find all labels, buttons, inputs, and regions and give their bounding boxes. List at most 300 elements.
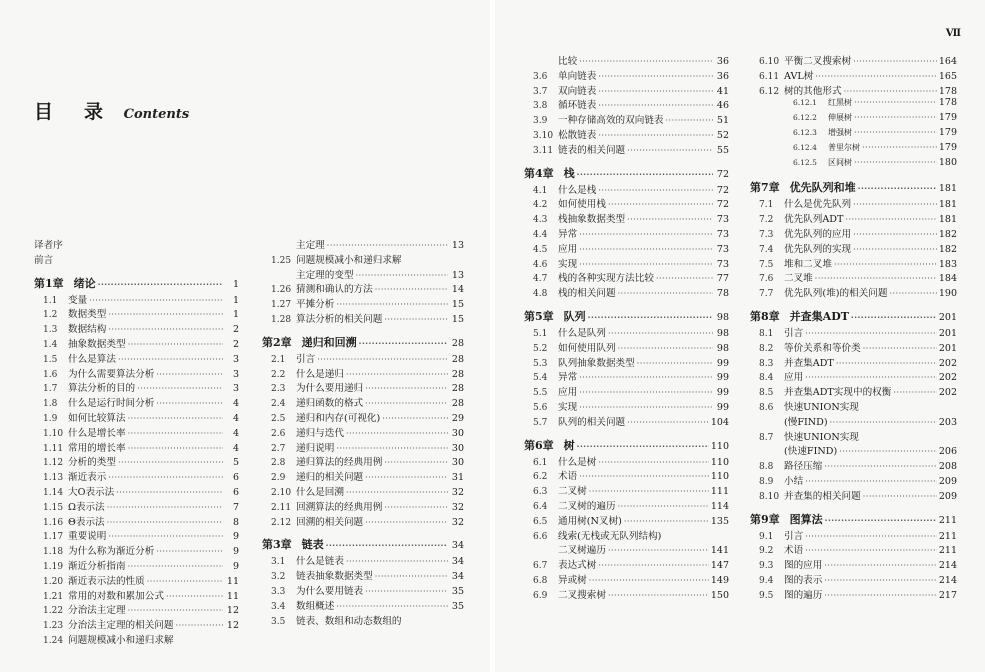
toc-entry-number: 6.12.3	[793, 127, 817, 137]
toc-entry-number: 6.10	[759, 57, 780, 67]
toc-entry-number: 7.1	[759, 200, 774, 211]
toc-entry	[750, 399, 957, 414]
toc-entry-number: 2.11	[271, 502, 292, 513]
dot-leader	[147, 576, 223, 587]
toc-entry	[34, 602, 239, 617]
dot-leader	[889, 288, 936, 299]
dot-leader	[893, 387, 936, 398]
toc-entry-number: 3.3	[271, 586, 286, 597]
toc-entry-page: 3	[232, 368, 239, 380]
toc-entry-title: 什么是算法	[68, 353, 116, 365]
toc-entry	[524, 196, 729, 211]
toc-entry-number: 1.22	[43, 606, 64, 617]
toc-entry-title: 算法分析的目的	[68, 383, 136, 395]
toc-entry-page: 180	[938, 156, 957, 168]
toc-entry	[750, 528, 957, 543]
toc-entry-page: 211	[938, 545, 957, 557]
toc-chapter-heading	[34, 275, 239, 292]
dot-leader	[176, 620, 223, 631]
toc-entry	[34, 499, 239, 514]
toc-entry-page: 1	[232, 278, 239, 290]
toc-entry-number: 2.10	[271, 487, 292, 498]
toc-entry-number: 6.11	[759, 71, 780, 82]
toc-entry	[262, 514, 464, 529]
toc-entry-title: 递归和回溯	[301, 335, 357, 349]
toc-entry-number: 6.7	[533, 561, 548, 572]
toc-entry	[262, 267, 464, 282]
toc-entry	[524, 454, 729, 469]
toc-entry-page: 179	[938, 141, 957, 153]
toc-entry	[34, 366, 239, 381]
dot-leader	[598, 71, 713, 82]
toc-entry-number: 9.3	[759, 561, 774, 572]
toc-chapter-heading	[750, 179, 957, 196]
dot-leader	[863, 491, 937, 502]
dot-leader	[598, 130, 713, 141]
toc-entry-number: 6.3	[533, 487, 548, 498]
toc-entry	[524, 384, 729, 399]
toc-entry-page: 182	[938, 243, 957, 255]
toc-entry-number: 7.2	[759, 215, 774, 226]
dot-leader	[346, 369, 448, 380]
dot-leader	[589, 486, 709, 497]
toc-entry	[750, 196, 957, 211]
dot-leader	[836, 358, 937, 369]
dot-leader	[118, 457, 223, 468]
toc-entry-title: 增强树	[828, 127, 852, 137]
toc-entry-page: 202	[938, 357, 957, 369]
toc-entry-number: 4.5	[533, 244, 548, 255]
dot-leader	[365, 398, 448, 409]
dot-leader	[844, 86, 937, 97]
toc-entry	[262, 553, 464, 568]
dot-leader	[365, 472, 448, 483]
dot-leader	[346, 487, 448, 498]
toc-entry-title: 区间树	[828, 157, 852, 167]
toc-entry	[524, 226, 729, 241]
toc-entry-title: 如何使用队列	[558, 342, 616, 354]
toc-entry-title: 并查集ADT实现中的权衡	[784, 387, 892, 399]
dot-leader	[107, 517, 223, 528]
toc-entry-number: 2.8	[271, 458, 286, 469]
toc-entry-number: 3.7	[533, 86, 548, 97]
toc-entry-number: 3.5	[271, 616, 286, 627]
toc-entry-number: 第6章	[524, 438, 554, 452]
toc-entry-page: 203	[938, 416, 957, 428]
toc-entry	[524, 241, 729, 256]
toc-entry-number: 9.2	[759, 546, 774, 557]
toc-entry-page: 7	[232, 501, 239, 513]
toc-entry-number: 8.10	[759, 491, 780, 502]
toc-entry-title: 等价关系和等价类	[784, 342, 861, 354]
toc-entry-number: 2.3	[271, 384, 286, 395]
toc-entry-number: 1.17	[43, 532, 64, 543]
toc-entry-title: 二叉树的遍历	[558, 500, 616, 512]
dot-leader	[156, 398, 223, 409]
toc-entry-number: 1.1	[43, 295, 58, 306]
toc-entry-page: 35	[451, 600, 464, 612]
toc-entry-title: 优先队列ADT	[784, 214, 844, 226]
dot-leader	[608, 328, 713, 339]
toc-entry	[750, 157, 957, 172]
dot-leader	[579, 387, 713, 398]
toc-entry-number: 3.9	[533, 116, 548, 127]
toc-entry	[262, 583, 464, 598]
toc-entry-page: 77	[716, 273, 729, 285]
toc-entry-title: 引言	[784, 530, 804, 542]
toc-entry	[524, 572, 729, 587]
toc-entry	[524, 369, 729, 384]
toc-entry-number: 5.6	[533, 402, 548, 413]
toc-entry-number: 3.11	[533, 145, 554, 156]
toc-entry-number: 4.4	[533, 229, 548, 240]
dot-leader	[108, 531, 223, 542]
dot-leader	[128, 561, 223, 572]
toc-title-en: Contents	[123, 107, 190, 122]
toc-entry-number: 5.2	[533, 343, 548, 354]
dot-leader	[824, 590, 936, 601]
toc-entry-page: 6	[232, 486, 239, 498]
toc-entry-number: 1.19	[43, 561, 64, 572]
toc-entry-number: 5.4	[533, 373, 548, 384]
toc-entry-number: 9.1	[759, 531, 774, 542]
toc-entry-title: 常用的对数和累加公式	[68, 590, 164, 602]
toc-entry-page: 34	[451, 556, 464, 568]
toc-chapter-heading	[750, 511, 957, 528]
dot-leader	[824, 461, 936, 472]
toc-entry-number: 3.1	[271, 557, 286, 568]
toc-entry-page: 11	[226, 575, 239, 587]
toc-entry-title: 主定理	[296, 240, 325, 251]
toc-entry-page: 110	[710, 471, 729, 483]
toc-entry-page: 9	[232, 531, 239, 543]
toc-entry-title: 常用的增长率	[68, 442, 126, 454]
toc-entry	[524, 587, 729, 602]
toc-entry	[34, 336, 239, 351]
toc-entry-page: 135	[710, 515, 729, 527]
toc-entry-page: 13	[451, 269, 464, 281]
toc-entry-page: 98	[716, 311, 729, 323]
toc-entry-number: 2.5	[271, 413, 286, 424]
toc-entry	[262, 499, 464, 514]
toc-entry	[34, 380, 239, 395]
dot-leader	[98, 277, 223, 290]
toc-entry-page: 178	[938, 97, 957, 109]
toc-entry-title: 链表抽象数据类型	[296, 571, 373, 583]
toc-entry-title: 队列的相关问题	[558, 416, 626, 428]
dot-leader	[845, 214, 936, 225]
dot-leader	[384, 457, 448, 468]
toc-entry-title: 图的遍历	[784, 589, 823, 601]
toc-entry-page: 202	[938, 372, 957, 384]
dot-leader	[854, 112, 937, 123]
toc-entry-title: 并查集ADT	[784, 357, 834, 369]
toc-entry-number: 第8章	[750, 309, 780, 323]
toc-entry-title: 译者序	[34, 240, 63, 251]
toc-entry-page: 99	[716, 401, 729, 413]
toc-entry-number: 第9章	[750, 512, 780, 526]
toc-entry-title: 递归函数的格式	[296, 398, 364, 410]
toc-chapter-heading	[524, 437, 729, 454]
toc-entry	[750, 142, 957, 157]
toc-entry-number: 1.20	[43, 576, 64, 587]
toc-entry	[34, 321, 239, 336]
toc-entry-page: 98	[716, 342, 729, 354]
toc-entry-number: 8.5	[759, 388, 774, 399]
toc-entry-title: 异或树	[558, 574, 587, 586]
toc-entry-title: 栈抽象数据类型	[558, 214, 626, 226]
toc-entry-page: 4	[232, 427, 239, 439]
toc-entry-title: 大O表示法	[68, 486, 115, 498]
toc-entry	[524, 399, 729, 414]
dot-leader	[608, 545, 709, 556]
toc-entry	[750, 211, 957, 226]
toc-entry-number: 7.7	[759, 289, 774, 300]
dot-leader	[598, 457, 708, 468]
toc-entry	[524, 340, 729, 355]
toc-entry-page: 99	[716, 357, 729, 369]
toc-entry	[262, 296, 464, 311]
toc-entry	[34, 237, 239, 252]
toc-entry	[750, 325, 957, 340]
dot-leader	[336, 443, 448, 454]
toc-entry-page: 1	[232, 309, 239, 321]
toc-entry-title: 什么是链表	[296, 556, 344, 568]
dot-leader	[375, 571, 448, 582]
toc-entry-page: 9	[232, 546, 239, 558]
toc-entry-page: 34	[451, 540, 464, 552]
toc-entry-page: 209	[938, 490, 957, 502]
toc-entry-number: 7.6	[759, 274, 774, 285]
toc-entry-page: 9	[232, 560, 239, 572]
toc-entry-page: 211	[938, 530, 957, 542]
toc-entry	[524, 182, 729, 197]
toc-entry-page: 181	[938, 214, 957, 226]
toc-entry	[524, 468, 729, 483]
toc-entry	[262, 469, 464, 484]
toc-entry-page: 165	[938, 70, 957, 82]
toc-entry-page: 73	[716, 258, 729, 270]
toc-entry-title: 递归和内存(可视化)	[296, 412, 381, 424]
toc-entry	[262, 380, 464, 395]
toc-entry-number: 第1章	[34, 276, 64, 290]
toc-entry	[750, 127, 957, 142]
toc-entry-title: 为什么要用递归	[296, 383, 364, 395]
toc-entry-number: 8.2	[759, 343, 774, 354]
toc-entry-title: Ω表示法	[68, 501, 105, 513]
toc-entry	[34, 632, 239, 647]
toc-entry-page: 3	[232, 383, 239, 395]
toc-entry-title: 应用	[558, 243, 578, 255]
dot-leader	[627, 417, 709, 428]
dot-leader	[356, 270, 448, 281]
toc-entry-title: 平衡二叉搜索树	[784, 56, 852, 67]
toc-entry-page: 114	[710, 500, 729, 512]
dot-leader	[627, 145, 713, 156]
toc-entry	[34, 351, 239, 366]
toc-title	[34, 97, 189, 124]
toc-entry-title: 堆和二叉堆	[784, 258, 832, 270]
dot-leader	[137, 383, 223, 394]
dot-leader	[854, 97, 937, 108]
toc-entry-number: 7.4	[759, 244, 774, 255]
toc-entry-title: 前言	[34, 254, 54, 266]
toc-entry	[750, 429, 957, 444]
toc-title-cn: 目 录	[34, 101, 110, 123]
toc-entry-page: 211	[938, 514, 957, 526]
toc-entry-title: 实现	[558, 401, 578, 413]
toc-entry	[34, 543, 239, 558]
dot-leader	[824, 575, 936, 586]
toc-column-1	[34, 237, 239, 647]
dot-leader	[608, 590, 709, 601]
toc-entry-number: 4.8	[533, 289, 548, 300]
toc-entry	[750, 355, 957, 370]
toc-entry-number: 第2章	[262, 335, 292, 349]
dot-leader	[839, 446, 937, 457]
toc-entry-page: 28	[451, 368, 464, 380]
toc-chapter-heading	[524, 165, 729, 182]
toc-entry-title: 什么是运行时间分析	[68, 398, 155, 410]
toc-entry-number: 6.12.5	[793, 157, 817, 167]
toc-entry-page: 147	[710, 560, 729, 572]
toc-entry-page: 4	[232, 412, 239, 424]
toc-entry-title: 比较	[558, 56, 578, 67]
toc-entry	[750, 384, 957, 399]
toc-entry-title: 栈的相关问题	[558, 288, 616, 300]
toc-entry-title: 数据类型	[68, 309, 107, 321]
toc-entry	[750, 542, 957, 557]
toc-entry-number: 8.8	[759, 462, 774, 473]
dot-leader	[156, 369, 223, 380]
toc-entry	[262, 252, 464, 267]
toc-entry	[750, 226, 957, 241]
toc-entry	[750, 285, 957, 300]
toc-entry-number: 8.1	[759, 328, 774, 339]
toc-entry-page: 208	[938, 461, 957, 473]
toc-entry-title: 通用树(N叉树)	[558, 515, 622, 527]
toc-entry-title: 递归说明	[296, 442, 335, 454]
toc-entry	[524, 112, 729, 127]
toc-entry	[750, 369, 957, 384]
toc-entry-title: 抽象数据类型	[68, 338, 126, 350]
toc-entry	[750, 68, 957, 83]
toc-entry-title: 问题规模减小和递归求解	[68, 634, 174, 646]
toc-entry	[34, 514, 239, 529]
toc-entry	[34, 395, 239, 410]
toc-entry-title: 算法分析的相关问题	[296, 313, 383, 325]
toc-entry-title: 一种存储高效的双向链表	[558, 115, 664, 127]
toc-entry-title: 分治法主定理的相关问题	[68, 620, 174, 632]
toc-entry	[262, 351, 464, 366]
toc-entry-title: 普里尔树	[828, 142, 860, 152]
toc-entry-number: 1.6	[43, 369, 58, 380]
dot-leader	[863, 343, 937, 354]
toc-entry-title: 如何比较算法	[68, 412, 126, 424]
toc-entry-page: 15	[451, 313, 464, 325]
dot-leader	[858, 181, 937, 194]
toc-entry	[262, 410, 464, 425]
toc-entry	[524, 68, 729, 83]
toc-entry-page: 149	[710, 574, 729, 586]
toc-chapter-heading	[262, 536, 464, 553]
toc-entry-title: 渐近分析指南	[68, 560, 126, 572]
dot-leader	[384, 502, 448, 513]
toc-entry	[750, 83, 957, 98]
dot-leader	[824, 560, 936, 571]
toc-entry-number: 1.14	[43, 487, 64, 498]
dot-leader	[365, 586, 448, 597]
toc-entry-title: 渐近表示	[68, 472, 107, 484]
dot-leader	[108, 472, 223, 483]
toc-entry-title: 平摊分析	[296, 299, 335, 311]
dot-leader	[815, 71, 937, 82]
toc-entry	[34, 292, 239, 307]
toc-entry	[524, 414, 729, 429]
dot-leader	[618, 501, 709, 512]
toc-entry-title: 链表的相关问题	[558, 144, 626, 156]
dot-leader	[656, 273, 713, 284]
dot-leader	[384, 314, 448, 325]
toc-entry-number: 6.12	[759, 86, 780, 97]
toc-entry-title: 递归与迭代	[296, 427, 344, 439]
toc-entry-page: 30	[451, 442, 464, 454]
toc-entry-number: 6.8	[533, 575, 548, 586]
dot-leader	[851, 310, 937, 323]
toc-entry-page: 6	[232, 472, 239, 484]
toc-entry-title: 分析的类型	[68, 457, 116, 469]
toc-entry-page: 4	[232, 442, 239, 454]
toc-entry-title: 问题规模减小和递归求解	[296, 254, 402, 266]
toc-entry	[524, 211, 729, 226]
dot-leader	[156, 546, 223, 557]
dot-leader	[805, 476, 937, 487]
toc-entry-page: 164	[938, 56, 957, 67]
dot-leader	[598, 86, 713, 97]
toc-entry-number: 9.5	[759, 590, 774, 601]
toc-column-2	[262, 237, 464, 627]
dot-leader	[346, 428, 448, 439]
dot-leader	[637, 358, 713, 369]
toc-entry	[262, 484, 464, 499]
toc-entry-title: 优先队列的应用	[784, 228, 852, 240]
toc-entry-title: 栈的各种实现方法比较	[558, 273, 654, 285]
dot-leader	[128, 428, 223, 439]
toc-entry	[262, 395, 464, 410]
toc-entry-title: 如何使用栈	[558, 199, 606, 211]
toc-entry	[262, 237, 464, 252]
toc-chapter-heading	[750, 308, 957, 325]
toc-entry-title: 回溯算法的经典用例	[296, 501, 383, 513]
toc-entry-title: 表达式树	[558, 560, 597, 572]
toc-entry-number: 1.25	[271, 255, 292, 266]
toc-entry	[524, 557, 729, 572]
dot-leader	[128, 413, 223, 424]
toc-entry-number: 6.12.2	[793, 113, 817, 123]
toc-entry-number: 3.4	[271, 601, 286, 612]
dot-leader	[365, 517, 448, 528]
toc-column-3	[524, 53, 729, 602]
toc-entry-number: 1.26	[271, 285, 292, 296]
toc-entry-page: 32	[451, 501, 464, 513]
toc-entry	[262, 454, 464, 469]
dot-leader	[854, 127, 937, 138]
toc-entry-title: 递归的相关问题	[296, 472, 364, 484]
dot-leader	[853, 229, 937, 240]
toc-entry-number: 2.9	[271, 473, 286, 484]
dot-leader	[579, 372, 713, 383]
toc-entry-title: 分治法主定理	[68, 605, 126, 617]
